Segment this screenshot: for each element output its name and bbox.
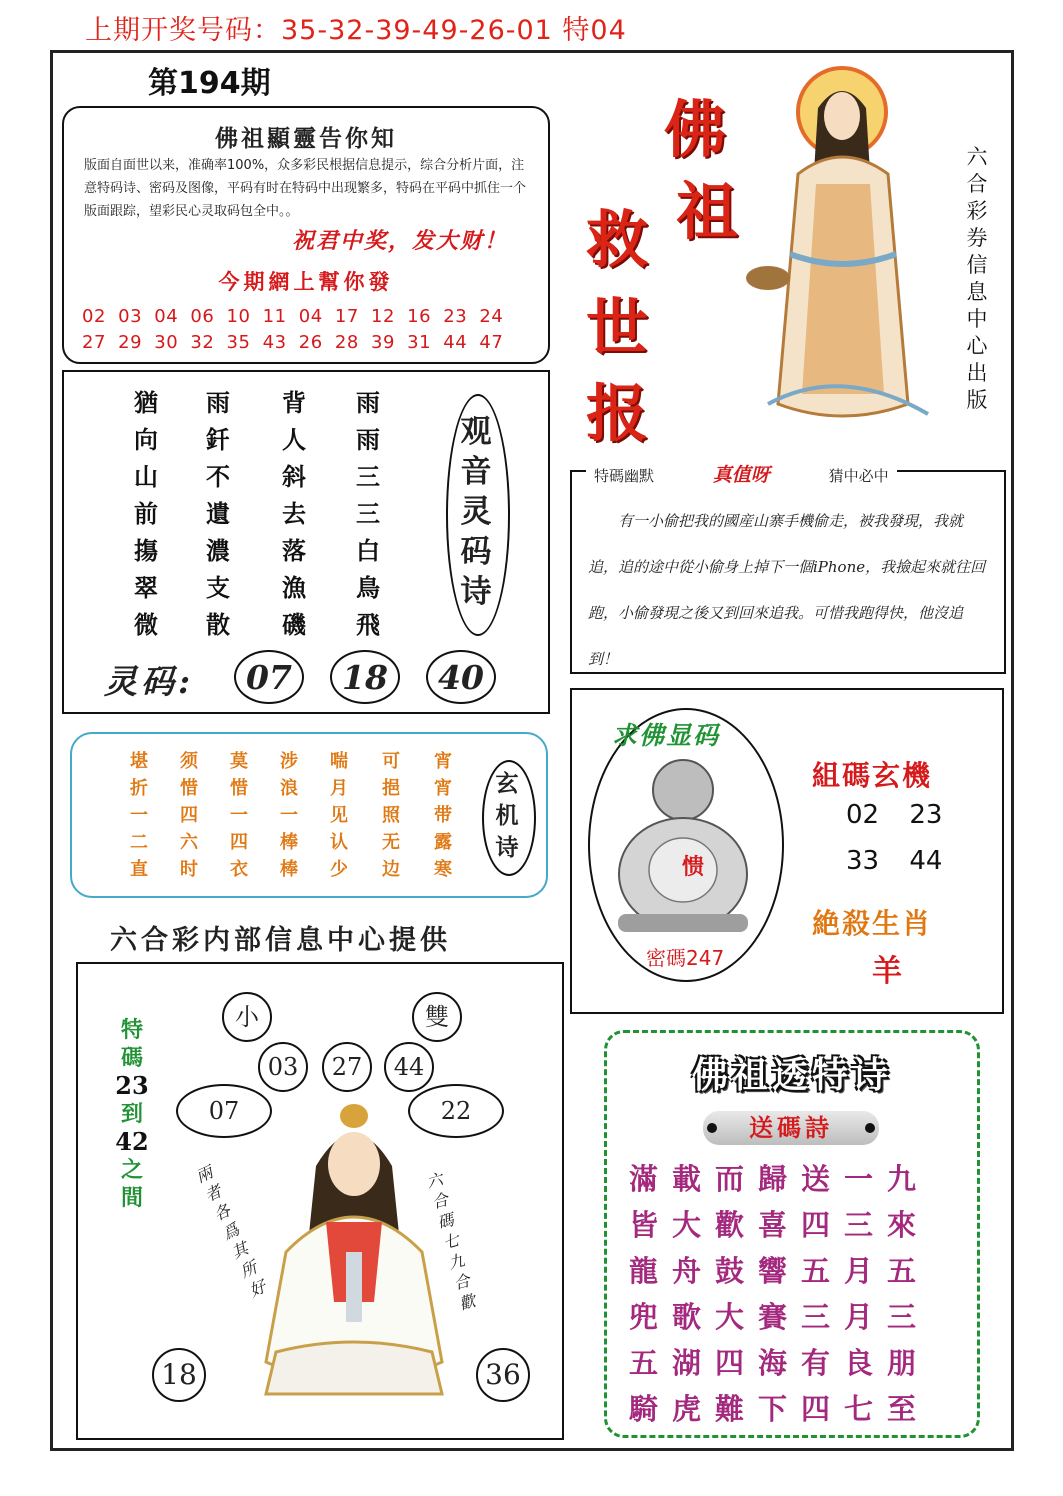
- masthead-char: 救: [586, 203, 649, 276]
- xuanji-column: 喘月见认少: [330, 751, 348, 880]
- right-vertical-text: 六合碼七九合歡: [424, 1169, 478, 1314]
- number-circle: 27: [322, 1042, 372, 1092]
- poem-label: 观音灵码诗: [460, 414, 492, 610]
- number-circle: 03: [258, 1042, 308, 1092]
- xuanji-column: 宵宵带露寒: [434, 751, 452, 880]
- masthead-char: 报: [586, 377, 649, 450]
- xuanji-label: 玄机诗: [495, 770, 519, 861]
- notice-text: 版面自面世以来，准确率100%，众多彩民根据信息提示，综合分析片面，注意特码诗、密码及图像，平码有时在特码中出现繁多，特码在平码中抓住一个版面跟踪，望彩民心灵取码包全中。。: [84, 158, 527, 219]
- fozu-poem-title: 佛祖透特诗: [691, 1054, 892, 1096]
- online-numbers-row-2: 27 29 30 32 35 43 26 28 39 31 44 47: [82, 332, 504, 353]
- tema-to: 到: [120, 1101, 143, 1127]
- joke-head-left: 特碼幽默: [594, 467, 655, 485]
- number-oval: 07: [176, 1084, 272, 1138]
- guanyin-numbers-box: [76, 962, 564, 1440]
- tema-from: 23: [115, 1071, 149, 1100]
- last-draw-numbers: 上期开奖号码：35-32-39-49-26-01 特04: [85, 15, 627, 46]
- left-vertical-text: 兩者各爲其所好: [193, 1162, 269, 1301]
- poem-row: 龍舟鼓響五月五: [629, 1254, 931, 1288]
- xuanji-poem-box: [70, 732, 548, 898]
- poem-row: 兜歌大賽三月三: [629, 1300, 931, 1334]
- issue-number: 第194期: [148, 66, 271, 101]
- joke-box: [570, 464, 1006, 674]
- number-circle: 18: [152, 1348, 206, 1402]
- provider-text: 六合彩内部信息中心提供: [110, 925, 451, 956]
- kill-zodiac-title: 絶殺生肖: [812, 907, 933, 940]
- number-oval: 22: [408, 1084, 504, 1138]
- tema-label: 特碼: [120, 1017, 143, 1071]
- number-circle: 44: [384, 1042, 434, 1092]
- masthead-char: 祖: [676, 175, 739, 248]
- fozu-poem-box: [604, 1030, 980, 1438]
- poem-column: 雨雨三三白鳥飛: [356, 388, 380, 639]
- laughing-buddha-illustration: [608, 754, 758, 934]
- number-circle: 36: [476, 1348, 530, 1402]
- poem-row: 皆大歡喜四三來: [629, 1208, 931, 1242]
- xuanji-column: 须惜四六时: [180, 751, 198, 880]
- joke-head-mid: 真值呀: [712, 464, 770, 486]
- notice-title: 佛祖顯靈告你知: [215, 125, 397, 152]
- combo-row: 02 23: [846, 800, 943, 830]
- combo-title: 組碼玄機: [812, 759, 933, 792]
- poem-column: 背人斜去落漁磯: [282, 388, 306, 639]
- joke-text: 有一小偷把我的國産山寨手機偷走，被我發現，我就追，追的途中從小偷身上掉下一個iPhone，我撿起來就往回跑，小偷發現之後又到回來追我。可惜我跑得快，他沒追到！: [588, 512, 986, 668]
- joke-header: [586, 460, 897, 487]
- xuanji-column: 可挹照无边: [382, 751, 400, 880]
- secret-code: 密碼247: [646, 946, 725, 970]
- seated-guanyin-illustration: [256, 1102, 452, 1402]
- tema-between: 之間: [120, 1157, 143, 1211]
- kill-zodiac-value: 羊: [872, 954, 902, 989]
- notice-box: [62, 106, 550, 364]
- lingma-number: 40: [426, 650, 496, 704]
- tema-to-number: 42: [115, 1127, 149, 1156]
- masthead-char: 世: [586, 291, 649, 364]
- standing-guanyin-illustration: [738, 64, 948, 428]
- lingma-label: 灵码:: [104, 662, 195, 701]
- xuanji-column: 堪折一二直: [130, 751, 148, 880]
- tema-range: [112, 1016, 152, 1212]
- online-numbers-title: 今期網上幫你發: [218, 269, 394, 294]
- tag-double: 雙: [412, 992, 462, 1042]
- combo-row: 33 44: [846, 846, 943, 876]
- masthead-char: 佛: [664, 93, 727, 166]
- buddha-box: [570, 688, 1004, 1014]
- tag-small: 小: [222, 992, 272, 1042]
- buddha-heading: 求佛显码: [612, 721, 721, 750]
- lingma-number: 07: [234, 650, 304, 704]
- joke-head-right: 猜中必中: [828, 467, 889, 485]
- poem-column: 雨釺不遺濃支散: [206, 388, 230, 639]
- guanyin-poem-box: [62, 370, 550, 714]
- lingma-number: 18: [330, 650, 400, 704]
- xuanji-column: 莫惜一四衣: [230, 751, 248, 880]
- online-numbers-row-1: 02 03 04 06 10 11 04 17 12 16 23 24: [82, 306, 504, 327]
- xuanji-column: 涉浪一棒棒: [280, 751, 298, 880]
- buddha-character: 愦: [682, 854, 705, 880]
- publisher-vertical: 六合彩券信息中心出版: [966, 145, 988, 412]
- poem-column: 猶向山前摥翠微: [134, 388, 158, 639]
- poem-row: 滿載而歸送一九: [629, 1162, 931, 1196]
- poem-row: 五湖四海有良朋: [629, 1346, 931, 1380]
- poem-row: 騎虎難下四七至: [629, 1392, 931, 1426]
- notice-wish: 祝君中奖，发大财！: [292, 228, 509, 254]
- song-label: 送碼詩: [749, 1113, 833, 1142]
